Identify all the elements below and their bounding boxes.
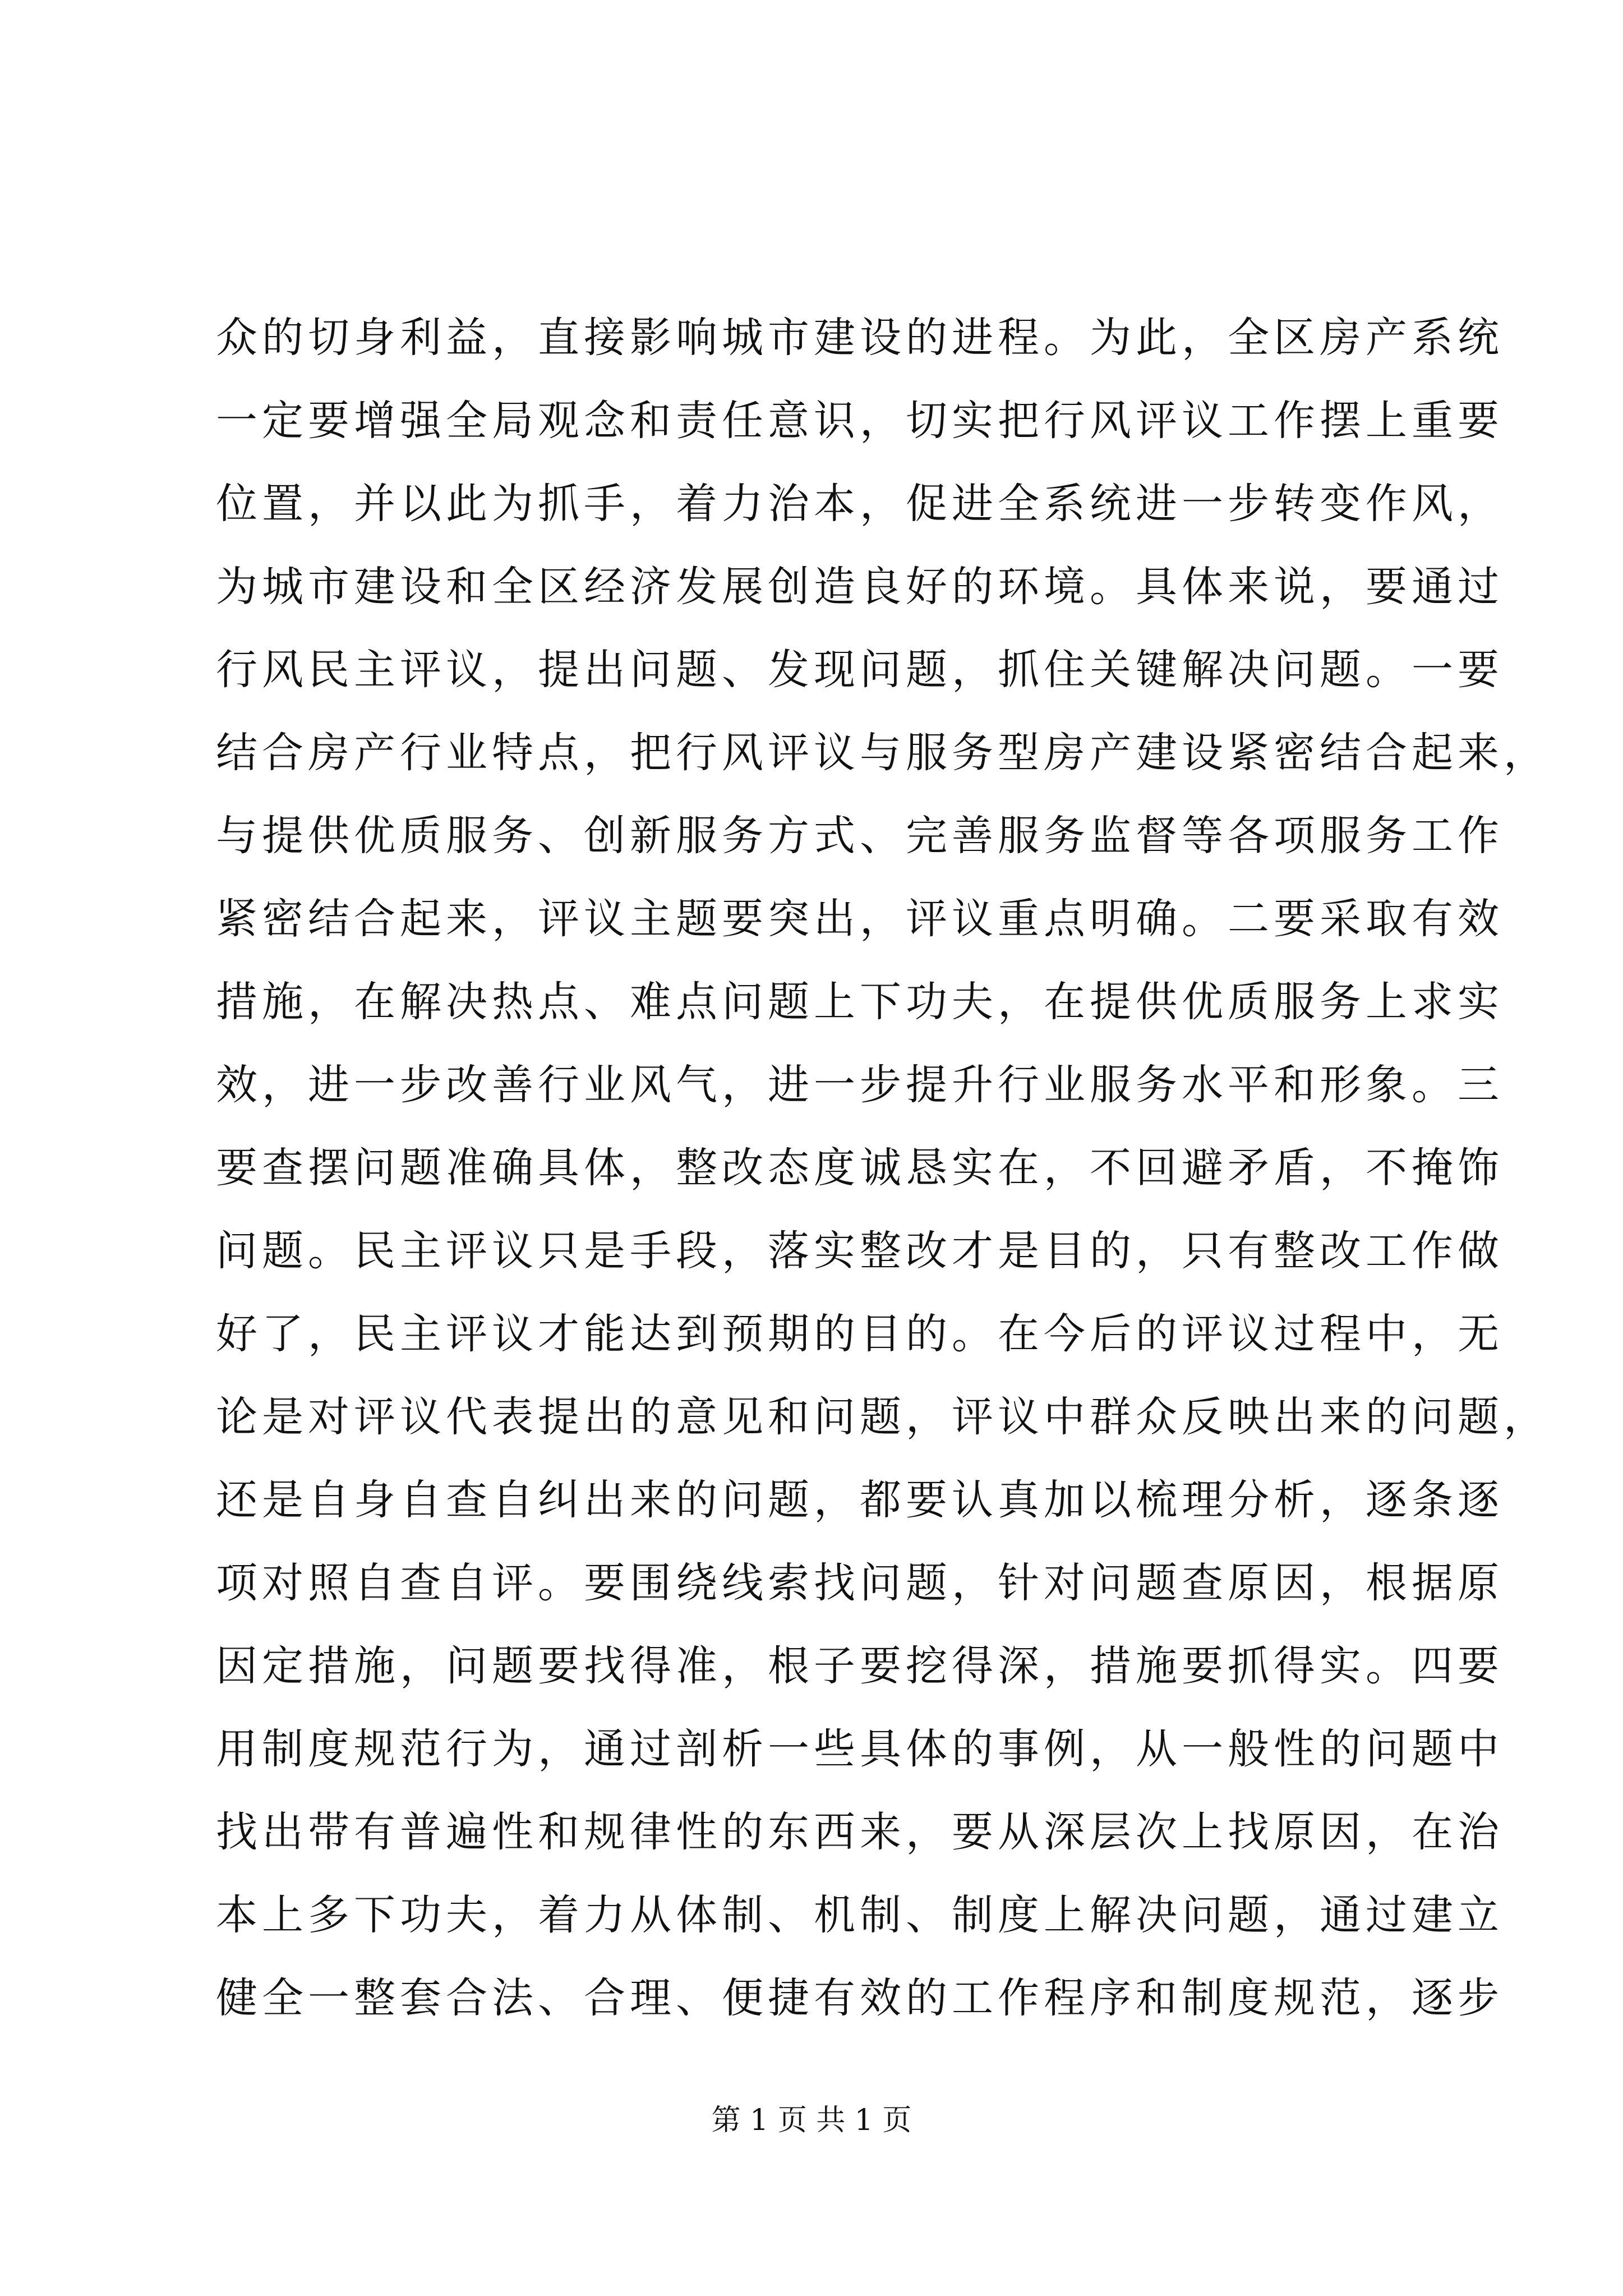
text-line: 结合房产行业特点，把行风评议与服务型房产建设紧密结合起来， bbox=[216, 729, 1550, 777]
text-line: 位置，并以此为抓手，着力治本，促进全系统进一步转变作风， bbox=[216, 480, 1504, 528]
text-line: 行风民主评议，提出问题、发现问题，抓住关键解决问题。一要 bbox=[216, 646, 1504, 694]
text-line: 效，进一步改善行业风气，进一步提升行业服务水平和形象。三 bbox=[216, 1061, 1504, 1109]
text-line: 问题。民主评议只是手段，落实整改才是目的，只有整改工作做 bbox=[216, 1227, 1504, 1275]
text-line: 找出带有普遍性和规律性的东西来，要从深层次上找原因，在治 bbox=[216, 1808, 1504, 1856]
text-line: 健全一整套合法、合理、便捷有效的工作程序和制度规范，逐步 bbox=[216, 1974, 1504, 2022]
text-line: 为城市建设和全区经济发展创造良好的环境。具体来说，要通过 bbox=[216, 563, 1504, 611]
text-line: 还是自身自查自纠出来的问题，都要认真加以梳理分析，逐条逐 bbox=[216, 1476, 1504, 1524]
text-line: 论是对评议代表提出的意见和问题，评议中群众反映出来的问题， bbox=[216, 1393, 1550, 1441]
text-line: 一定要增强全局观念和责任意识，切实把行风评议工作摆上重要 bbox=[216, 397, 1504, 445]
text-line: 因定措施，问题要找得准，根子要挖得深，措施要抓得实。四要 bbox=[216, 1642, 1504, 1690]
text-line: 用制度规范行为，通过剖析一些具体的事例，从一般性的问题中 bbox=[216, 1725, 1504, 1773]
text-line: 与提供优质服务、创新服务方式、完善服务监督等各项服务工作 bbox=[216, 812, 1504, 860]
text-line: 项对照自查自评。要围绕线索找问题，针对问题查原因，根据原 bbox=[216, 1559, 1504, 1607]
document-body bbox=[216, 296, 1550, 2040]
text-line: 好了，民主评议才能达到预期的目的。在今后的评议过程中，无 bbox=[216, 1310, 1504, 1358]
page-number-footer: 第 1 页 共 1 页 bbox=[711, 2104, 912, 2137]
text-line: 要查摆问题准确具体，整改态度诚恳实在，不回避矛盾，不掩饰 bbox=[216, 1144, 1504, 1192]
text-line: 措施，在解决热点、难点问题上下功夫，在提供优质服务上求实 bbox=[216, 978, 1504, 1026]
text-line: 众的切身利益，直接影响城市建设的进程。为此，全区房产系统 bbox=[216, 314, 1504, 362]
text-line: 紧密结合起来，评议主题要突出，评议重点明确。二要采取有效 bbox=[216, 895, 1504, 943]
text-line: 本上多下功夫，着力从体制、机制、制度上解决问题，通过建立 bbox=[216, 1891, 1504, 1939]
